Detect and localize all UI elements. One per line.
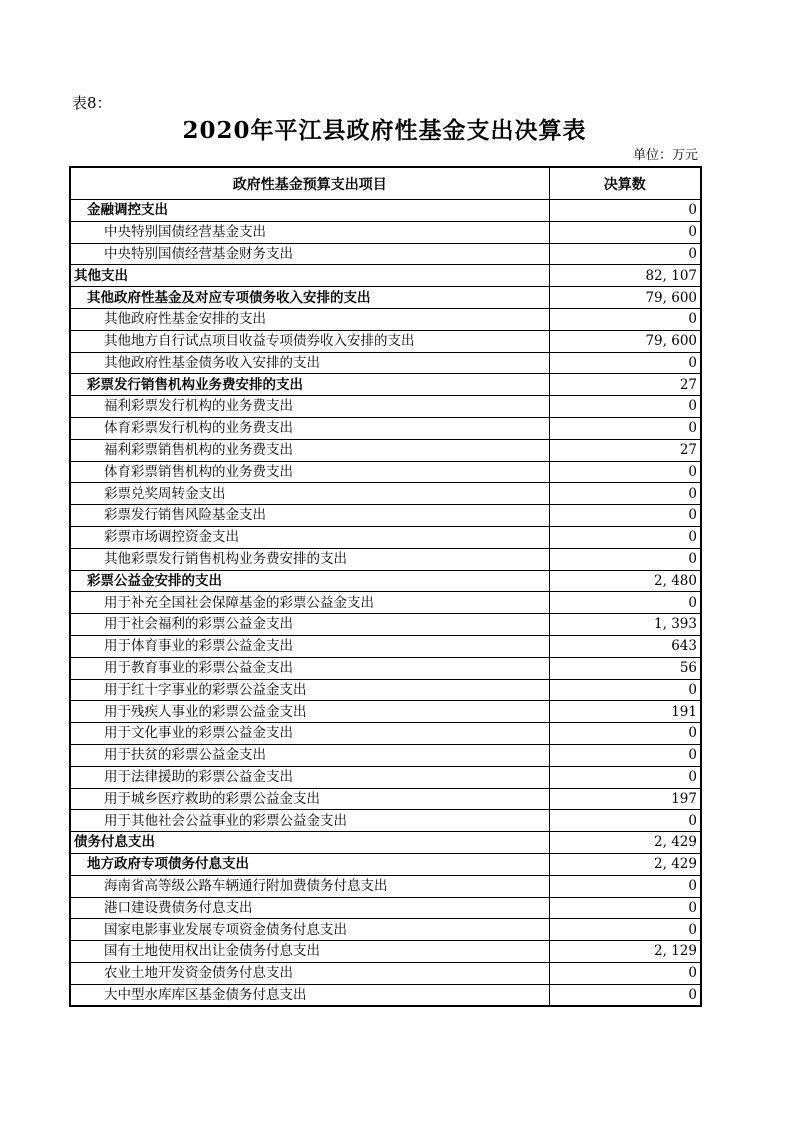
item-cell: 用于教育事业的彩票公益金支出 (70, 657, 549, 679)
value-cell: 0 (549, 810, 701, 832)
value-cell: 0 (549, 461, 701, 483)
value-cell: 0 (549, 200, 701, 222)
value-cell: 0 (549, 243, 701, 265)
item-cell: 大中型水库库区基金债务付息支出 (70, 984, 549, 1006)
table-row (70, 352, 701, 374)
value-cell: 0 (549, 548, 701, 570)
value-cell: 643 (549, 635, 701, 657)
item-cell: 港口建设费债务付息支出 (70, 897, 549, 919)
table-row (70, 701, 701, 723)
item-cell: 福利彩票发行机构的业务费支出 (70, 396, 549, 418)
value-cell: 0 (549, 396, 701, 418)
item-cell: 彩票公益金安排的支出 (70, 570, 549, 592)
item-cell: 用于其他社会公益事业的彩票公益金支出 (70, 810, 549, 832)
value-cell: 0 (549, 723, 701, 745)
value-cell: 0 (549, 766, 701, 788)
item-cell: 其他政府性基金安排的支出 (70, 308, 549, 330)
table-number-label: 表8： (72, 94, 112, 112)
table-row (70, 330, 701, 352)
value-cell: 0 (549, 417, 701, 439)
table-row (70, 483, 701, 505)
value-cell: 0 (549, 352, 701, 374)
table-row (70, 439, 701, 461)
value-cell: 2, 480 (549, 570, 701, 592)
column-header-item: 政府性基金预算支出项目 (70, 167, 549, 200)
table-row (70, 265, 701, 287)
item-cell: 债务付息支出 (70, 832, 549, 854)
item-cell: 用于扶贫的彩票公益金支出 (70, 744, 549, 766)
table-row (70, 461, 701, 483)
table-row (70, 875, 701, 897)
value-cell: 0 (549, 526, 701, 548)
value-cell: 0 (549, 962, 701, 984)
item-cell: 用于红十字事业的彩票公益金支出 (70, 679, 549, 701)
item-cell: 其他政府性基金及对应专项债务收入安排的支出 (70, 287, 549, 309)
value-cell: 0 (549, 221, 701, 243)
table-row (70, 200, 701, 222)
item-cell: 体育彩票发行机构的业务费支出 (70, 417, 549, 439)
value-cell: 27 (549, 374, 701, 396)
item-cell: 用于补充全国社会保障基金的彩票公益金支出 (70, 592, 549, 614)
table-row (70, 679, 701, 701)
item-cell: 彩票兑奖周转金支出 (70, 483, 549, 505)
item-cell: 彩票发行销售风险基金支出 (70, 505, 549, 527)
value-cell: 27 (549, 439, 701, 461)
value-cell: 1, 393 (549, 614, 701, 636)
value-cell: 2, 429 (549, 853, 701, 875)
item-cell: 体育彩票销售机构的业务费支出 (70, 461, 549, 483)
item-cell: 农业土地开发资金债务付息支出 (70, 962, 549, 984)
table-row (70, 788, 701, 810)
table-row (70, 526, 701, 548)
value-cell: 0 (549, 984, 701, 1006)
value-cell: 0 (549, 679, 701, 701)
item-cell: 其他政府性基金债务收入安排的支出 (70, 352, 549, 374)
value-cell: 82, 107 (549, 265, 701, 287)
table-row (70, 832, 701, 854)
table-header (70, 167, 701, 200)
item-cell: 其他支出 (70, 265, 549, 287)
table-row (70, 919, 701, 941)
table-row (70, 853, 701, 875)
item-cell: 彩票市场调控资金支出 (70, 526, 549, 548)
table-row (70, 308, 701, 330)
table-row (70, 810, 701, 832)
value-cell: 0 (549, 483, 701, 505)
column-header-value: 决算数 (549, 167, 701, 200)
table-body (70, 200, 701, 1006)
table-row (70, 744, 701, 766)
value-cell: 191 (549, 701, 701, 723)
table-row (70, 287, 701, 309)
item-cell: 用于体育事业的彩票公益金支出 (70, 635, 549, 657)
item-cell: 用于法律援助的彩票公益金支出 (70, 766, 549, 788)
table-row (70, 941, 701, 963)
table-row (70, 723, 701, 745)
value-cell: 0 (549, 919, 701, 941)
table-row (70, 505, 701, 527)
item-cell: 国有土地使用权出让金债务付息支出 (70, 941, 549, 963)
value-cell: 0 (549, 875, 701, 897)
value-cell: 2, 129 (549, 941, 701, 963)
table-row (70, 592, 701, 614)
value-cell: 197 (549, 788, 701, 810)
value-cell: 56 (549, 657, 701, 679)
value-cell: 79, 600 (549, 330, 701, 352)
table-row (70, 396, 701, 418)
table-row (70, 635, 701, 657)
table-row (70, 984, 701, 1006)
item-cell: 海南省高等级公路车辆通行附加费债务付息支出 (70, 875, 549, 897)
item-cell: 其他地方自行试点项目收益专项债券收入安排的支出 (70, 330, 549, 352)
table-row (70, 374, 701, 396)
value-cell: 0 (549, 744, 701, 766)
table-row (70, 614, 701, 636)
item-cell: 国家电影事业发展专项资金债务付息支出 (70, 919, 549, 941)
header-row (70, 167, 701, 200)
item-cell: 其他彩票发行销售机构业务费安排的支出 (70, 548, 549, 570)
value-cell: 0 (549, 505, 701, 527)
item-cell: 用于城乡医疗救助的彩票公益金支出 (70, 788, 549, 810)
item-cell: 用于残疾人事业的彩票公益金支出 (70, 701, 549, 723)
table-row (70, 657, 701, 679)
item-cell: 中央特别国债经营基金支出 (70, 221, 549, 243)
fund-expenditure-table (69, 166, 702, 1007)
item-cell: 金融调控支出 (70, 200, 549, 222)
table-row (70, 570, 701, 592)
value-cell: 0 (549, 308, 701, 330)
item-cell: 地方政府专项债务付息支出 (70, 853, 549, 875)
value-cell: 0 (549, 592, 701, 614)
value-cell: 0 (549, 897, 701, 919)
item-cell: 福利彩票销售机构的业务费支出 (70, 439, 549, 461)
document-title: 2020年平江县政府性基金支出决算表 (182, 117, 587, 144)
item-cell: 中央特别国债经营基金财务支出 (70, 243, 549, 265)
item-cell: 用于文化事业的彩票公益金支出 (70, 723, 549, 745)
value-cell: 79, 600 (549, 287, 701, 309)
table-row (70, 962, 701, 984)
table-row (70, 897, 701, 919)
table-row (70, 243, 701, 265)
item-cell: 彩票发行销售机构业务费安排的支出 (70, 374, 549, 396)
item-cell: 用于社会福利的彩票公益金支出 (70, 614, 549, 636)
table-row (70, 548, 701, 570)
table-row (70, 766, 701, 788)
table-row (70, 221, 701, 243)
table-row (70, 417, 701, 439)
unit-note: 单位：万元 (632, 148, 698, 163)
value-cell: 2, 429 (549, 832, 701, 854)
